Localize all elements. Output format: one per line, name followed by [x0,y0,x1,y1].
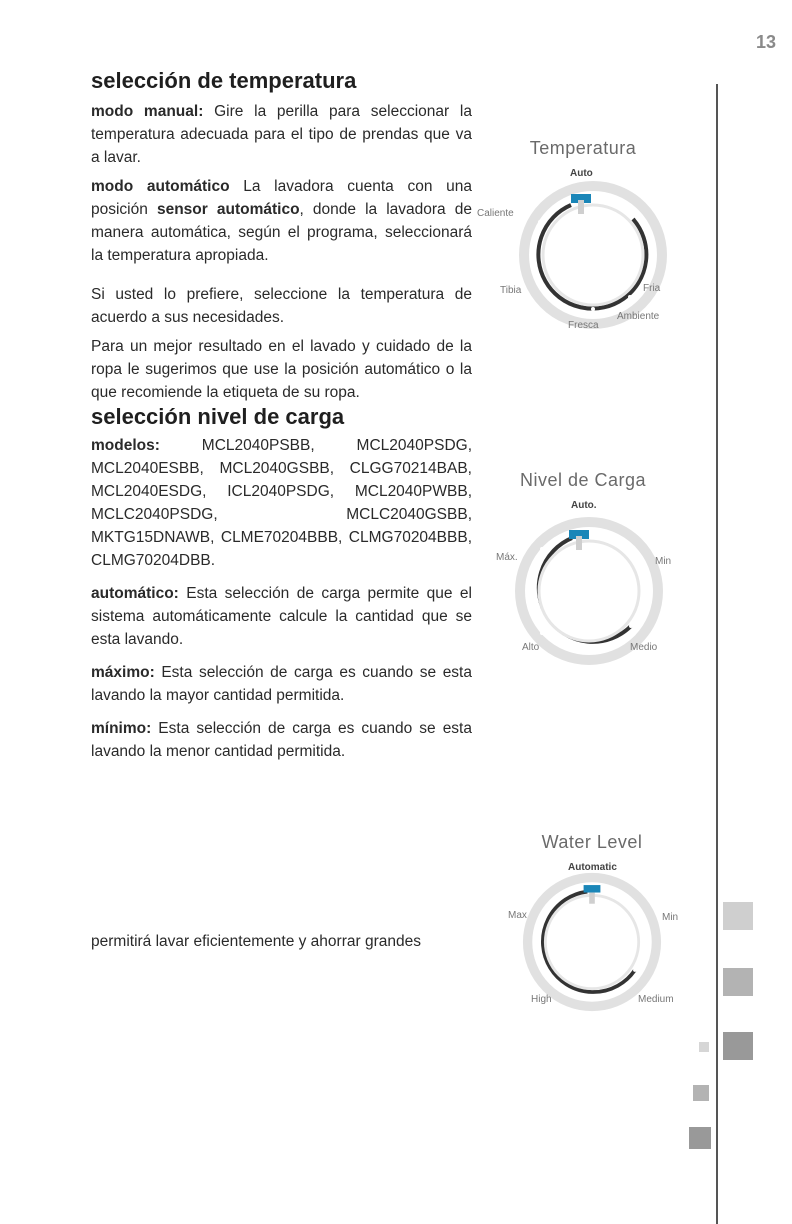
temperatura-label-caliente: Caliente [477,208,514,219]
load-min-text: Esta selección de carga es cuando se esta lavando la menor cantidad permitida. [91,720,472,760]
water-label-max: Max [508,910,527,921]
prefer-paragraph: Si usted lo prefiere, seleccione la temperatura de acuerdo a sus necesidades. [91,286,472,326]
load-max-text: Esta selección de carga es cuando se esta lavando la mayor cantidad permitida. [91,664,472,704]
water-label-min: Min [662,912,679,923]
thumb-tab-small-3 [689,1127,711,1149]
carga-label-medio: Medio [630,642,658,653]
load-auto-text: Esta selección de carga permite que el sistema automáticamente calcule la cantidad que se esta lavando. [91,585,472,648]
water-dial[interactable] [522,872,662,1012]
load-section [91,404,472,763]
tip-paragraph: Para un mejor resultado en el lavado y cuidado de la ropa le sugerimos que use la posición automático o la que recomiende la etiqueta de su ropa. [91,338,472,401]
temperatura-dial-title: Temperatura [529,138,637,158]
carga-label-max: Máx. [496,552,518,563]
thumb-tab-1 [723,902,753,930]
temperatura-label-fresca: Fresca [568,320,599,331]
thumb-tab-small-2 [693,1085,709,1101]
carga-dial-title: Nivel de Carga [519,470,647,490]
models-list: MCL2040PSBB, MCL2040PSDG, MCL2040ESBB, MCL2040GSBB, CLGG70214BAB, MCL2040ESDG, ICL2040PSDG, MCL2040PWBB, MCLC2040PSDG, MCLC2040GSBB, MKTG15DNAWB, CLME70204BBB, CLMG70204BBB, CLMG70204DBB. [91,437,472,569]
auto-mode-label: modo automático [91,178,230,195]
models-paragraph [91,434,472,572]
thumb-tab-2 [723,968,753,996]
thumb-tab-small-1 [699,1042,709,1052]
manual-mode-paragraph [91,100,472,169]
carga-label-alto: Alto [522,642,540,653]
carga-label-min: Min [655,556,672,567]
models-label: modelos: [91,437,160,454]
load-max-label: máximo: [91,664,155,681]
load-max-paragraph [91,661,472,707]
temperatura-label-tibia: Tibia [500,285,522,296]
auto-mode-paragraph [91,175,472,267]
manual-mode-label: modo manual: [91,103,204,120]
load-min-label: mínimo: [91,720,152,737]
water-label-medium: Medium [638,994,674,1005]
temperatura-label-auto: Auto [570,168,593,179]
temperatura-label-fria: Fria [643,283,661,294]
temperature-section [91,68,472,404]
load-heading: selección nivel de carga [91,404,345,429]
auto-mode-text-a: La lavadora cuenta con una posición [91,178,473,218]
margin-rule [716,84,718,1224]
temperatura-dial[interactable] [518,180,668,330]
temperatura-label-ambiente: Ambiente [617,311,660,322]
manual-mode-text: Gire la perilla para seleccionar la temperatura adecuada para el tipo de prendas que va a lavar. [91,103,472,166]
load-auto-label: automático: [91,585,179,602]
page-number: 13 [755,32,776,52]
auto-sensor-term: sensor automático [156,201,300,218]
water-label-high: High [531,994,552,1005]
load-min-paragraph [91,717,472,763]
fragment-paragraph: permitirá lavar eficientemente y ahorrar grandes [91,933,421,950]
thumb-tab-3 [723,1032,753,1060]
water-dial-title: Water Level [541,832,643,852]
carga-label-auto: Auto. [571,500,597,511]
load-auto-paragraph [91,582,472,651]
auto-mode-text-b: , donde la lavadora de manera automática, según el programa, seleccionará la temperatura apropiada. [91,201,472,264]
temperature-heading: selección de temperatura [91,68,357,93]
water-label-automatic: Automatic [568,862,617,873]
